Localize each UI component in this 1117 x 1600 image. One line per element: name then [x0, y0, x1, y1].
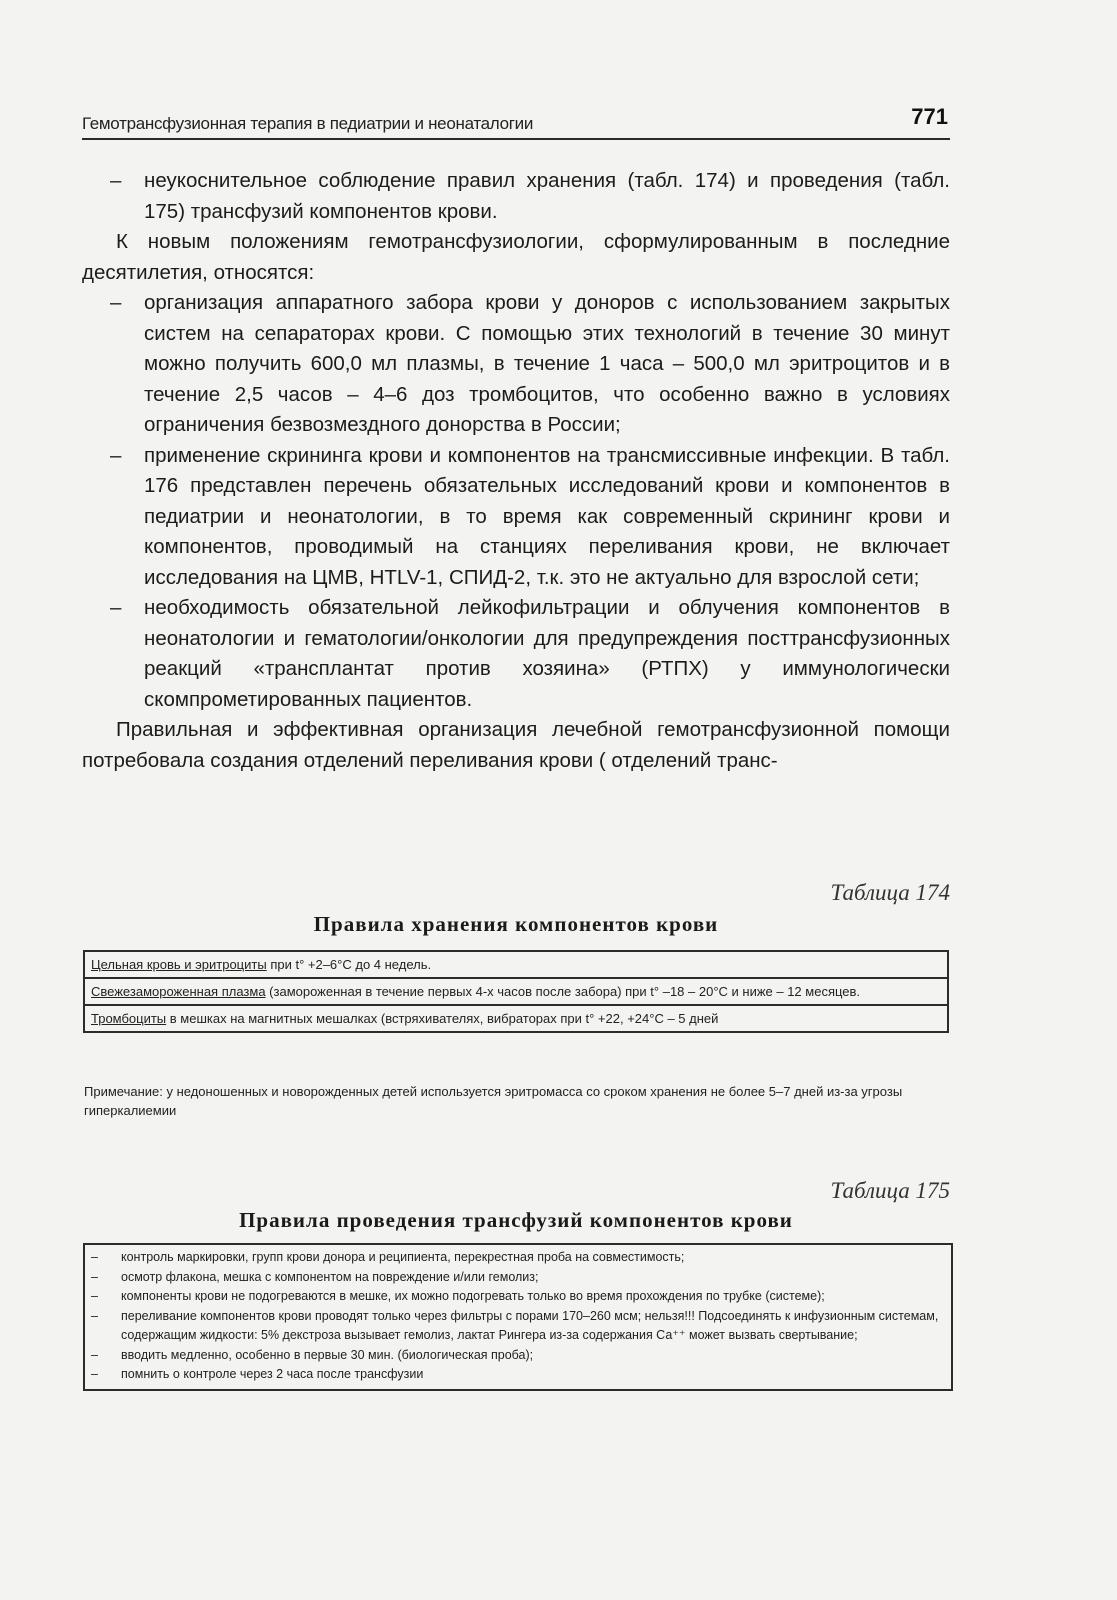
- list-item: – контроль маркировки, групп крови донора и реципиента, перекрестная проба на совместимость;: [91, 1250, 685, 1264]
- table-174-caption: Таблица 174: [830, 880, 950, 905]
- list-item: – организация аппаратного забора крови у доноров с использованием закрытых систем на сепараторах крови. С помощью этих технологий в течение 30 минут можно получить 600,0 мл плазмы, в течение 1 часа – 500,0 мл эритроцитов и в течение 2,5 часов – 4–6 доз тромбоцитов, что особенно важно в условиях ограничения безвозмездного донорства в России;: [110, 291, 950, 436]
- table-175-title: Правила проведения трансфузий компонентов крови: [239, 1208, 793, 1232]
- list-item: – вводить медленно, особенно в первые 30 мин. (биологическая проба);: [91, 1347, 534, 1362]
- list-item: – помнить о контроле через 2 часа после трансфузии: [91, 1367, 424, 1381]
- list-item: – применение скрининга крови и компонентов на трансмиссивные инфекции. В табл. 176 представлен перечень обязательных исследований крови и компонентов в педиатрии и неонатологии, в то время как современный скрининг крови и компонентов, проводимый на станциях переливания крови, не включает исследования на ЦМВ, HTLV-1, СПИД-2, т.к. это не актуально для взрослой сети;: [110, 443, 950, 589]
- table-row: Цельная кровь и эритроциты при t° +2–6°С до 4 недель.: [85, 952, 947, 979]
- running-header: [82, 104, 950, 140]
- list-item: – компоненты крови не подогреваются в мешке, их можно подогревать только во время прохождения по трубке (системе);: [91, 1289, 825, 1303]
- table-row: Тромбоциты в мешках на магнитных мешалках (встряхивателях, вибраторах при t° +22, +24°С – 5 дней: [91, 1011, 719, 1026]
- table-175: [83, 1243, 953, 1391]
- paragraph: К новым положениям гемотрансфузиологии, сформулированным в последние десятилетия, относятся:: [82, 230, 950, 284]
- table-row: Свежезамороженная плазма (замороженная в течение первых 4-х часов после забора) при t° –18 – 20°С и ниже – 12 месяцев.: [85, 979, 947, 1006]
- table-174-note: Примечание: у недоношенных и новорожденных детей используется эритромасса со сроком хранения не более 5–7 дней из-за угрозы гиперкалиемии: [84, 1084, 903, 1118]
- table-174-title: Правила хранения компонентов крови: [313, 912, 719, 936]
- running-title: Гемотрансфузионная терапия в педиатрии и неонаталогии: [82, 114, 534, 133]
- paragraph: Правильная и эффективная организация лечебной гемотрансфузионной помощи потребовала создания отделений переливания крови ( отделений транс-: [82, 718, 950, 772]
- table-174: [83, 950, 949, 1033]
- table-175-caption: Таблица 175: [830, 1178, 950, 1203]
- list-item: – неукоснительное соблюдение правил хранения (табл. 174) и проведения (табл. 175) трансфузий компонентов крови.: [110, 169, 950, 223]
- list-item: – осмотр флакона, мешка с компонентом на повреждение и/или гемолиз;: [91, 1269, 539, 1284]
- list-item: – необходимость обязательной лейкофильтрации и облучения компонентов в неонатологии и гематологии/онкологии для предупреждения посттрансфузионных реакций «трансплантат против хозяина» (РТПХ) у иммунологически скомпрометированных пациентов.: [110, 596, 950, 711]
- list-item: – переливание компонентов крови проводят только через фильтры с порами 170–260 мсм; нельзя!!! Подсоединять к инфузионным системам, содержащим жидкости: 5% декстроза вызывает гемолиз, лактат Рингера из-за содержания Са⁺⁺ может вызвать свертывание;: [91, 1308, 939, 1342]
- main-text: [82, 166, 950, 776]
- page-number: 771: [911, 104, 948, 129]
